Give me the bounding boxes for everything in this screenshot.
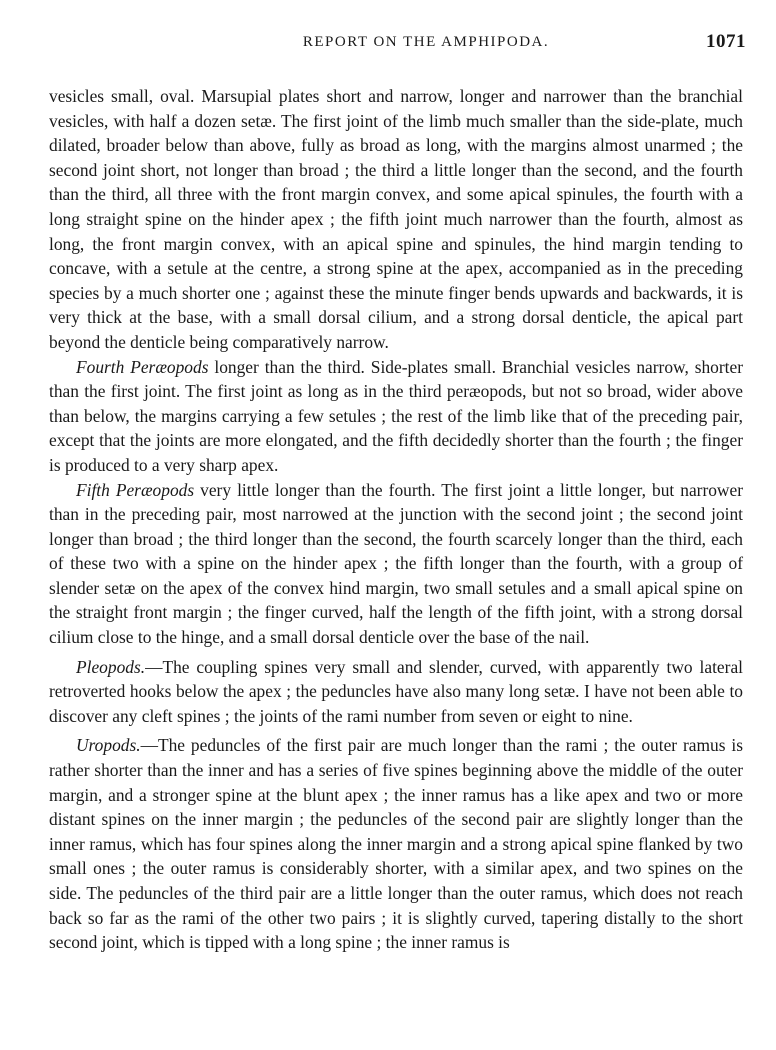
paragraph-text: vesicles small, oval. Marsupial plates short and narrow, longer and narrower than the branchial vesicles, with half a dozen setæ. The first joint of the limb much smaller than the side-plate, much dilated, broader below than above, fully as broad as long, with the margins almost unarmed ; the second joint short, not longer than broad ; the third a little longer than the second, and the fourth than the third, all three with the front margin convex, and some apical spinules, the fourth with a long straight spine on the hinder apex ; the fifth joint much narrower than the fourth, almost as long, the front margin convex, with an apical spine and spinules, the hind margin tending to concave, with a setule at the centre, a strong spine at the apex, accompanied as in the preceding species by a much shorter one ; against these the minute finger bends upwards and backwards, it is very thick at the base, with a small dorsal cilium, and a strong dorsal denticle, the apical part beyond the denticle being comparatively narrow.	[49, 86, 743, 352]
paragraph-heading: Fourth Peræopods	[76, 356, 209, 377]
paragraph-text: very little longer than the fourth. The first joint a little longer, but narrower than in the preceding pair, most narrowed at the junction with the second joint ; the second joint longer than broad ; the third longer than the second, the fourth scarcely longer than the third, each of these two with a spine on the hinder apex ; the fifth longer than the fourth, with a group of slender setæ on the apex of the convex hind margin, two small setules and a small apical spine on the straight front margin ; the finger curved, half the length of the fifth joint, with a strong dorsal cilium close to the hinge, and a small dorsal denticle over the base of the nail.	[49, 479, 744, 648]
page-number: 1071	[706, 31, 746, 52]
paragraph-continuation	[49, 84, 743, 355]
paragraph-heading: Uropods.	[76, 735, 141, 756]
paragraph-fifth-peraeopods	[49, 478, 743, 650]
paragraph-text: —The coupling spines very small and slender, curved, with apparently two lateral retroverted hooks below the apex ; the peduncles have also many long setæ. I have not been able to discover any cleft spines ; the joints of the rami number from seven or eight to nine.	[49, 656, 743, 726]
body-text	[49, 84, 743, 955]
paragraph-pleopods	[49, 655, 743, 729]
paragraph-uropods	[49, 733, 743, 954]
running-title: REPORT ON THE AMPHIPODA.	[302, 34, 550, 50]
page-header	[46, 31, 746, 58]
paragraph-heading: Fifth Peræopods	[76, 479, 195, 500]
paragraph-fourth-peraeopods	[49, 355, 743, 478]
paragraph-heading: Pleopods.	[76, 656, 146, 677]
paragraph-text: longer than the third. Side-plates small. Branchial vesicles narrow, shorter than the first joint. The first joint as long as in the third peræopods, but not so broad, wider above than below, the margins carrying a few setules ; the rest of the limb like that of the preceding pair, except that the joints are more elongated, and the fifth decidedly shorter than the fourth ; the finger is produced to a very sharp apex.	[49, 356, 743, 475]
paragraph-text: —The peduncles of the first pair are much longer than the rami ; the outer ramus is rather shorter than the inner and has a series of five spines beginning above the middle of the outer margin, and a stronger spine at the blunt apex ; the inner ramus has a like apex and two or more distant spines on the inner margin ; the peduncles of the second pair are slightly longer than the inner ramus, which has four spines along the inner margin and a strong apical spine flanked by two small ones ; the outer ramus is considerably shorter, with a similar apex, and two spines on the side. The peduncles of the third pair are a little longer than the outer ramus, which does not reach back so far as the rami of the other two pairs ; it is slightly curved, tapering distally to the short second joint, which is tipped with a long spine ; the inner ramus is	[49, 735, 743, 953]
